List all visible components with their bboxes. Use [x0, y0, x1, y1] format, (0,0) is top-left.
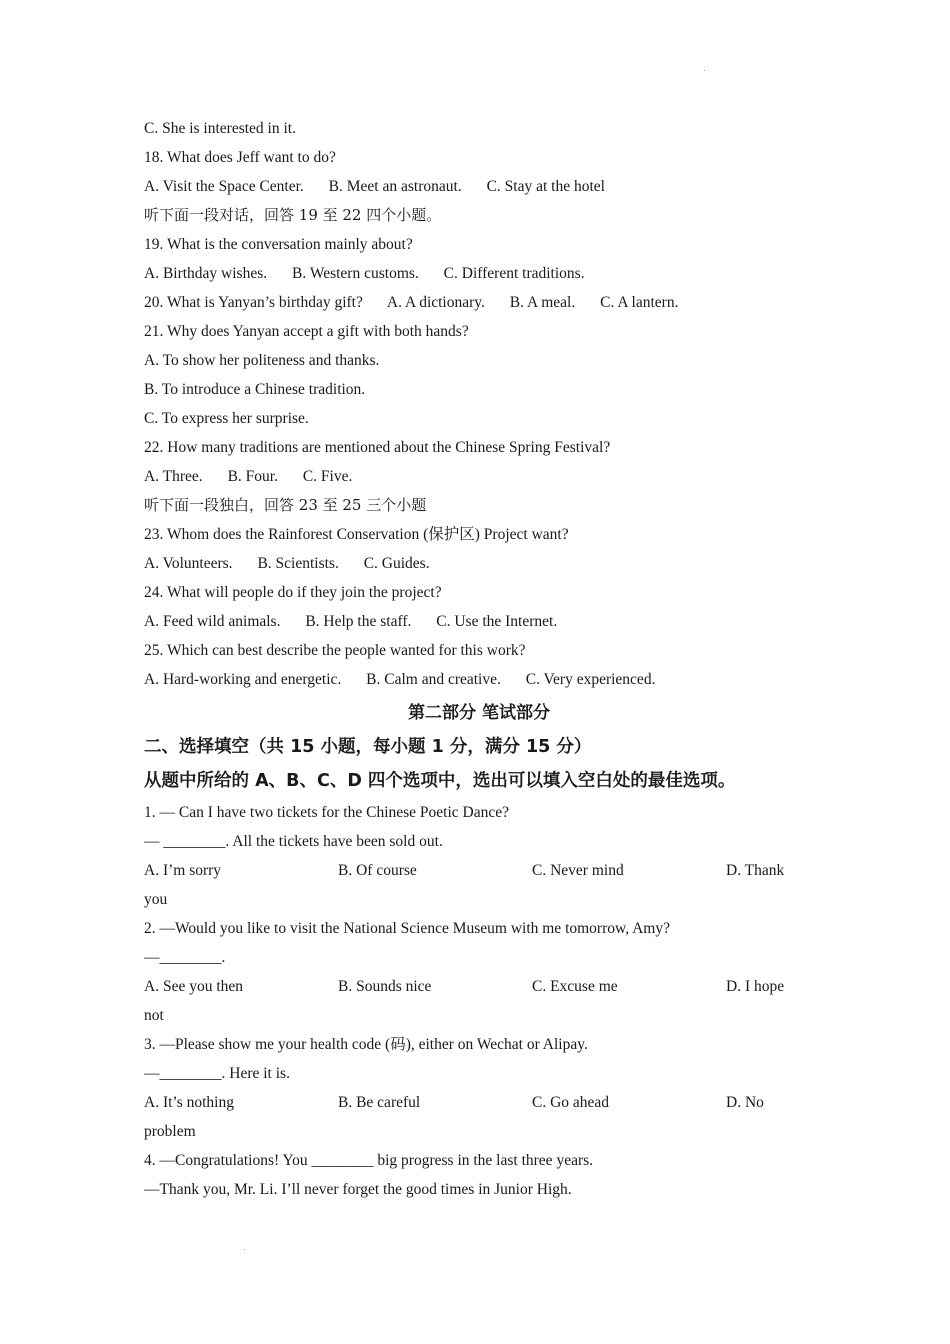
- q25-option-c: C. Very experienced.: [525, 671, 656, 688]
- question-18: 18. What does Jeff want to do?: [144, 149, 336, 166]
- q22-option-a: A. Three.: [144, 468, 203, 485]
- q24-option-a: A. Feed wild animals.: [144, 613, 281, 630]
- w3-option-c: C. Go ahead: [532, 1094, 610, 1111]
- corner-mark-top: [704, 70, 705, 71]
- q18-option-a: A. Visit the Space Center.: [144, 178, 304, 195]
- w2-option-d: D. I hope: [726, 978, 785, 995]
- part-two-title: 第二部分 笔试部分: [408, 703, 550, 723]
- q23-options: [144, 549, 814, 578]
- w1-option-c: C. Never mind: [532, 862, 624, 879]
- listening-instruction-19-22: 听下面一段对话，回答 19 至 22 四个小题。: [144, 206, 442, 224]
- w3-option-d-wrap: problem: [144, 1123, 196, 1140]
- question-25: 25. Which can best describe the people wanted for this work?: [144, 642, 526, 659]
- w1-option-a: A. I’m sorry: [144, 862, 222, 879]
- w1-option-d-wrap: you: [144, 891, 168, 908]
- question-22: 22. How many traditions are mentioned about the Chinese Spring Festival?: [144, 439, 611, 456]
- q19-option-b: B. Western customs.: [292, 265, 419, 282]
- q23-option-b: B. Scientists.: [257, 555, 339, 572]
- question-19: 19. What is the conversation mainly about?: [144, 236, 413, 253]
- q21-option-b: B. To introduce a Chinese tradition.: [144, 381, 366, 398]
- section-two-instruction: 从题中所给的 A、B、C、D 四个选项中，选出可以填入空白处的最佳选项。: [144, 771, 736, 791]
- listening-instruction-23-25: 听下面一段独白，回答 23 至 25 三个小题: [144, 496, 427, 514]
- q23-option-a: A. Volunteers.: [144, 555, 233, 572]
- w2-options: [144, 972, 814, 1001]
- q25-options: [144, 665, 814, 694]
- written-answer-2: —________.: [144, 949, 226, 966]
- question-20: [144, 288, 814, 317]
- q25-option-b: B. Calm and creative.: [366, 671, 501, 688]
- q22-option-b: B. Four.: [227, 468, 278, 485]
- w3-option-a: A. It’s nothing: [144, 1094, 234, 1111]
- written-answer-3: —________. Here it is.: [144, 1065, 290, 1082]
- q21-option-a: A. To show her politeness and thanks.: [144, 352, 380, 369]
- q20-option-a: A. A dictionary.: [386, 294, 485, 311]
- q20-text: 20. What is Yanyan’s birthday gift?: [144, 294, 363, 311]
- w2-option-c: C. Excuse me: [532, 978, 618, 995]
- q22-option-c: C. Five.: [302, 468, 353, 485]
- q18-option-b: B. Meet an astronaut.: [328, 178, 462, 195]
- q19-options: [144, 259, 814, 288]
- q18-options: [144, 172, 814, 201]
- section-two-title: 二、选择填空（共 15 小题，每小题 1 分，满分 15 分）: [144, 737, 592, 757]
- w2-option-b: B. Sounds nice: [338, 978, 432, 995]
- q19-option-c: C. Different traditions.: [443, 265, 585, 282]
- w2-option-a: A. See you then: [144, 978, 244, 995]
- written-question-1: 1. — Can I have two tickets for the Chinese Poetic Dance?: [144, 804, 509, 821]
- written-question-3: 3. —Please show me your health code (码), either on Wechat or Alipay.: [144, 1036, 588, 1053]
- written-answer-4: —Thank you, Mr. Li. I’ll never forget the good times in Junior High.: [144, 1181, 572, 1198]
- written-question-4: 4. —Congratulations! You ________ big progress in the last three years.: [144, 1152, 594, 1169]
- w3-options: [144, 1088, 814, 1117]
- w1-option-d: D. Thank: [726, 862, 785, 879]
- w3-option-b: B. Be careful: [338, 1094, 421, 1111]
- q20-option-b: B. A meal.: [509, 294, 576, 311]
- w3-option-d: D. No: [726, 1094, 764, 1111]
- q22-options: [144, 462, 814, 491]
- w1-options: [144, 856, 814, 885]
- exam-page: [144, 114, 814, 1204]
- q19-option-a: A. Birthday wishes.: [144, 265, 268, 282]
- q23-option-c: C. Guides.: [363, 555, 430, 572]
- q18-option-c: C. Stay at the hotel: [486, 178, 605, 195]
- question-23: 23. Whom does the Rainforest Conservation (保护区) Project want?: [144, 526, 569, 543]
- written-question-2: 2. —Would you like to visit the National Science Museum with me tomorrow, Amy?: [144, 920, 670, 937]
- written-answer-1: — ________. All the tickets have been sold out.: [144, 833, 443, 850]
- question-24: 24. What will people do if they join the project?: [144, 584, 442, 601]
- q24-option-b: B. Help the staff.: [305, 613, 412, 630]
- w2-option-d-wrap: not: [144, 1007, 164, 1024]
- q25-option-a: A. Hard-working and energetic.: [144, 671, 342, 688]
- q24-option-c: C. Use the Internet.: [436, 613, 558, 630]
- q24-options: [144, 607, 814, 636]
- q21-option-c: C. To express her surprise.: [144, 410, 309, 427]
- w1-option-b: B. Of course: [338, 862, 417, 879]
- q20-option-c: C. A lantern.: [600, 294, 679, 311]
- option-line: C. She is interested in it.: [144, 120, 296, 137]
- corner-mark-bottom: [244, 1249, 245, 1250]
- question-21: 21. Why does Yanyan accept a gift with both hands?: [144, 323, 469, 340]
